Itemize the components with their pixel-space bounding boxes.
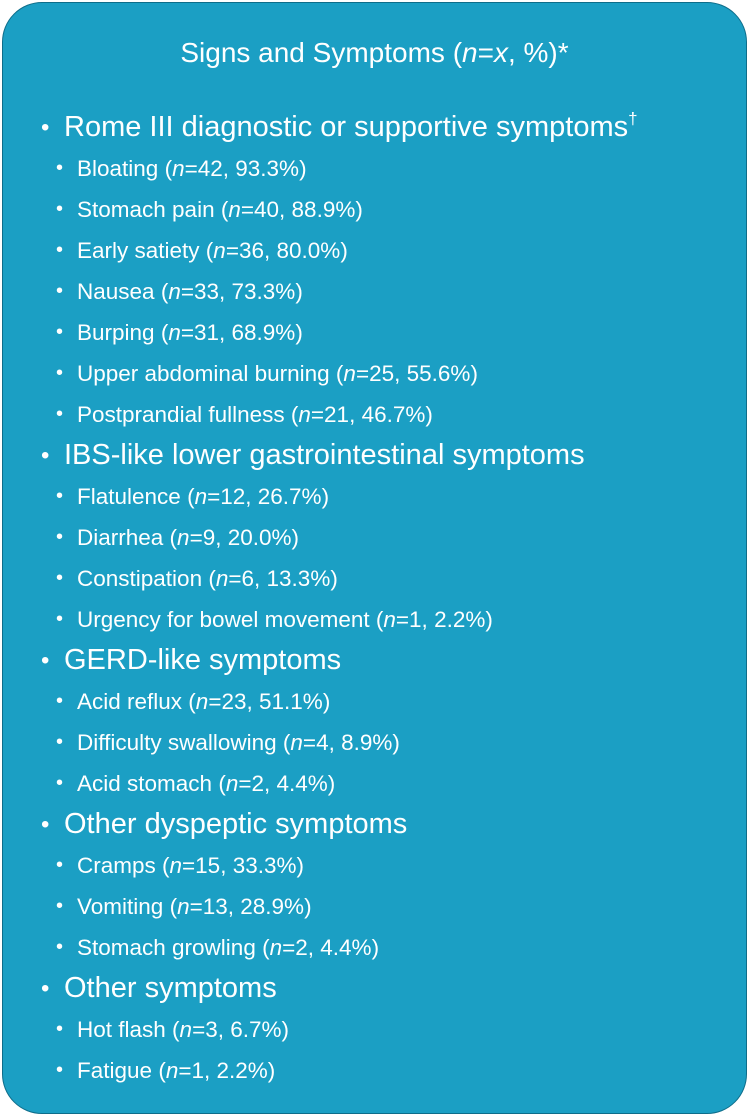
symptom-name: Burping — [77, 320, 155, 345]
symptom-item: • Acid stomach (n=2, 4.4%) — [37, 763, 737, 804]
bullet-icon: • — [56, 526, 64, 548]
n-label: n — [269, 935, 283, 960]
symptom-name: Hot flash — [77, 1017, 166, 1042]
equals-sign: = — [189, 525, 203, 550]
category-heading — [37, 968, 737, 1009]
equals-sign: = — [178, 1058, 192, 1083]
symptom-name: Early satiety — [77, 238, 200, 263]
equals-sign: = — [180, 279, 194, 304]
title-equals: = — [477, 37, 494, 68]
bullet-icon: • — [41, 811, 50, 838]
symptom-count: 3 — [205, 1017, 218, 1042]
symptom-percent: 28.9% — [240, 894, 305, 919]
symptom-percent: 33.3% — [232, 853, 297, 878]
symptom-percent: 6.7% — [230, 1017, 282, 1042]
symptom-count: 2 — [295, 935, 308, 960]
category-label: IBS-like lower gastrointestinal symptoms — [64, 439, 585, 471]
bullet-icon: • — [56, 485, 64, 507]
symptom-percent: 2.2% — [216, 1058, 268, 1083]
symptom-count: 2 — [251, 771, 264, 796]
symptoms-panel — [2, 2, 747, 1114]
symptom-item: • Upper abdominal burning (n=25, 55.6%) — [37, 353, 737, 394]
bullet-icon: • — [56, 1018, 64, 1040]
category-label: Other dyspeptic symptoms — [64, 808, 408, 840]
symptom-item: • Nausea (n=33, 73.3%) — [37, 271, 737, 312]
symptom-percent: 4.4% — [320, 935, 372, 960]
symptom-name: Diarrhea — [77, 525, 164, 550]
symptom-percent: 68.9% — [231, 320, 296, 345]
bullet-icon: • — [56, 731, 64, 753]
bullet-icon: • — [41, 647, 50, 674]
symptom-item: • Hot flash (n=3, 6.7%) — [37, 1009, 737, 1050]
equals-sign: = — [225, 238, 239, 263]
symptom-count: 15 — [195, 853, 221, 878]
category-heading — [37, 107, 737, 148]
symptom-item: • Early satiety (n=36, 80.0%) — [37, 230, 737, 271]
n-label: n — [194, 484, 208, 509]
symptom-name: Flatulence — [77, 484, 181, 509]
symptom-count: 21 — [324, 402, 350, 427]
bullet-icon: • — [56, 198, 64, 220]
symptom-name: Constipation — [77, 566, 203, 591]
symptom-percent: 20.0% — [227, 525, 292, 550]
equals-sign: = — [282, 935, 296, 960]
symptom-percent: 46.7% — [361, 402, 426, 427]
n-label: n — [290, 730, 303, 755]
equals-sign: = — [180, 320, 194, 345]
symptom-item: • Burping (n=31, 68.9%) — [37, 312, 737, 353]
symptom-count: 1 — [409, 607, 422, 632]
equals-sign: = — [182, 853, 196, 878]
symptom-item: • Difficulty swallowing (n=4, 8.9%) — [37, 722, 737, 763]
symptom-name: Upper abdominal burning — [77, 361, 330, 386]
symptom-item: • Postprandial fullness (n=21, 46.7%) — [37, 394, 737, 435]
title-n-label: n — [462, 37, 478, 68]
bullet-icon: • — [41, 442, 50, 469]
bullet-icon: • — [56, 854, 64, 876]
category-label: Other symptoms — [64, 972, 277, 1004]
bullet-icon: • — [56, 239, 64, 261]
panel-title — [3, 35, 746, 71]
symptom-percent: 4.4% — [276, 771, 328, 796]
symptom-percent: 8.9% — [341, 730, 393, 755]
equals-sign: = — [189, 894, 203, 919]
n-label: n — [343, 361, 356, 386]
symptom-count: 36 — [238, 238, 264, 263]
symptom-name: Difficulty swallowing — [77, 730, 277, 755]
symptom-name: Fatigue — [77, 1058, 153, 1083]
bullet-icon: • — [56, 280, 64, 302]
category-label: Rome III diagnostic or supportive symptoms — [64, 111, 629, 143]
symptom-item: • Urgency for bowel movement (n=1, 2.2%) — [37, 599, 737, 640]
n-label: n — [177, 894, 190, 919]
bullet-icon: • — [56, 321, 64, 343]
symptom-item: • Flatulence (n=12, 26.7%) — [37, 476, 737, 517]
n-label: n — [225, 771, 239, 796]
symptom-name: Nausea — [77, 279, 155, 304]
symptom-name: Acid reflux — [77, 689, 183, 714]
symptom-count: 9 — [202, 525, 216, 550]
equals-sign: = — [395, 607, 410, 632]
bullet-icon: • — [56, 608, 64, 630]
symptom-percent: 26.7% — [257, 484, 322, 509]
n-label: n — [168, 320, 181, 345]
symptom-name: Urgency for bowel movement — [77, 607, 370, 632]
n-label: n — [383, 607, 396, 632]
bullet-icon: • — [41, 975, 50, 1002]
equals-sign: = — [184, 156, 198, 181]
n-label: n — [298, 402, 311, 427]
bullet-icon: • — [56, 362, 64, 384]
symptom-item: • Vomiting (n=13, 28.9%) — [37, 886, 737, 927]
n-label: n — [179, 1017, 193, 1042]
symptom-name: Cramps — [77, 853, 156, 878]
symptom-count: 33 — [193, 279, 219, 304]
bullet-icon: • — [41, 114, 50, 141]
bullet-icon: • — [56, 403, 64, 425]
symptom-count: 23 — [221, 689, 247, 714]
bullet-icon: • — [56, 1059, 64, 1081]
symptom-item: • Constipation (n=6, 13.3%) — [37, 558, 737, 599]
n-label: n — [177, 525, 190, 550]
symptom-name: Bloating — [77, 156, 159, 181]
n-label: n — [213, 238, 226, 263]
category-heading — [37, 435, 737, 476]
symptom-percent: 80.0% — [276, 238, 341, 263]
symptom-count: 12 — [220, 484, 246, 509]
symptom-count: 25 — [369, 361, 395, 386]
equals-sign: = — [302, 730, 317, 755]
n-label: n — [195, 689, 209, 714]
equals-sign: = — [240, 197, 254, 222]
equals-sign: = — [228, 566, 242, 591]
equals-sign: = — [355, 361, 370, 386]
symptom-item: • Diarrhea (n=9, 20.0%) — [37, 517, 737, 558]
symptom-count: 31 — [193, 320, 219, 345]
bullet-icon: • — [56, 936, 64, 958]
symptom-item: • Stomach pain (n=40, 88.9%) — [37, 189, 737, 230]
symptom-count: 6 — [241, 566, 255, 591]
symptom-count: 42 — [197, 156, 223, 181]
n-label: n — [165, 1058, 179, 1083]
bullet-icon: • — [56, 567, 64, 589]
symptom-item: • Cramps (n=15, 33.3%) — [37, 845, 737, 886]
symptom-count: 13 — [202, 894, 228, 919]
bullet-icon: • — [56, 690, 64, 712]
symptom-percent: 51.1% — [259, 689, 323, 714]
n-label: n — [215, 566, 229, 591]
symptom-count: 4 — [316, 730, 329, 755]
n-label: n — [172, 156, 185, 181]
symptom-item: • Bloating (n=42, 93.3%) — [37, 148, 737, 189]
n-label: n — [169, 853, 183, 878]
symptom-item: • Fatigue (n=1, 2.2%) — [37, 1050, 737, 1091]
symptom-percent: 55.6% — [406, 361, 471, 386]
title-x-label: x — [493, 37, 508, 68]
symptom-name: Stomach pain — [77, 197, 215, 222]
category-label: GERD-like symptoms — [64, 644, 342, 676]
symptom-name: Stomach growling — [77, 935, 256, 960]
symptom-name: Acid stomach — [77, 771, 213, 796]
n-label: n — [168, 279, 181, 304]
equals-sign: = — [238, 771, 252, 796]
symptom-percent: 13.3% — [266, 566, 331, 591]
title-prefix: Signs and Symptoms ( — [180, 37, 463, 68]
symptom-percent: 93.3% — [235, 156, 300, 181]
bullet-icon: • — [56, 895, 64, 917]
bullet-icon: • — [56, 157, 64, 179]
symptom-name: Vomiting — [77, 894, 164, 919]
equals-sign: = — [310, 402, 325, 427]
equals-sign: = — [208, 689, 222, 714]
symptom-percent: 2.2% — [434, 607, 486, 632]
symptom-item: • Stomach growling (n=2, 4.4%) — [37, 927, 737, 968]
category-heading — [37, 804, 737, 845]
symptom-name: Postprandial fullness — [77, 402, 285, 427]
equals-sign: = — [192, 1017, 206, 1042]
symptom-percent: 73.3% — [231, 279, 296, 304]
symptom-percent: 88.9% — [291, 197, 356, 222]
equals-sign: = — [207, 484, 221, 509]
category-heading — [37, 640, 737, 681]
symptom-count: 40 — [254, 197, 280, 222]
footnote-marker: † — [628, 109, 638, 128]
symptom-list — [37, 107, 737, 1091]
bullet-icon: • — [56, 772, 64, 794]
symptom-count: 1 — [191, 1058, 204, 1083]
title-suffix: , %)* — [507, 37, 569, 68]
symptom-item: • Acid reflux (n=23, 51.1%) — [37, 681, 737, 722]
n-label: n — [228, 197, 241, 222]
